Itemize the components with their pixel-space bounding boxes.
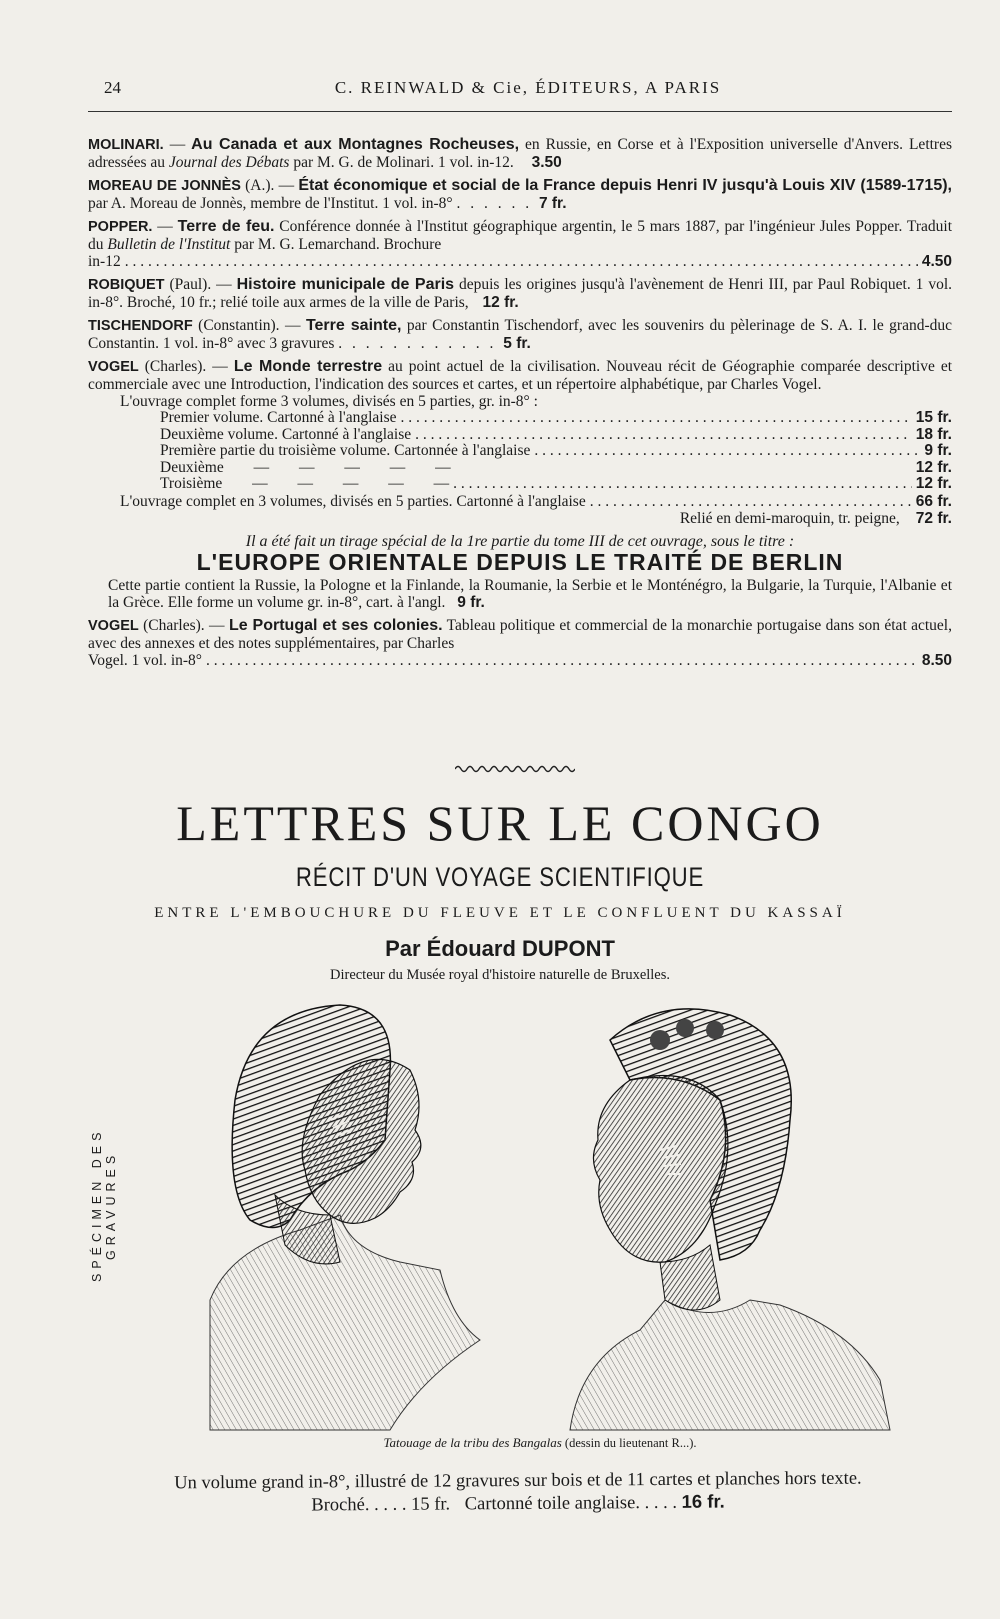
entry-robiquet — [88, 276, 952, 311]
leader-dots — [590, 493, 912, 510]
caption-credit: (dessin du lieutenant R...). — [561, 1436, 697, 1450]
entry-text: Tableau politique et commercial de la monarchie portugaise dans son état actuel, avec des annexes et des notes supplémentaires, par Charles — [88, 616, 952, 652]
entry-author-rest: (Charles). — [138, 358, 207, 375]
cartonne-label: Cartonné toile anglaise. . . . . — [464, 1492, 678, 1515]
special-edition-desc — [88, 577, 952, 611]
volumes-intro: L'ouvrage complet forme 3 volumes, divisés en 5 parties, gr. in-8° : — [120, 393, 538, 410]
volume-row — [160, 443, 952, 460]
leader-dots — [206, 652, 918, 669]
special-price: 9 fr. — [457, 593, 485, 611]
entry-text: par Constantin Tischendorf, avec les souvenirs du pèlerinage de S. A. I. le grand-duc Constantin. 1 vol. in-8° avec 3 gravures — [88, 317, 953, 352]
entry-author: MOREAU DE JONNÈS — [88, 178, 241, 194]
entry-title: Le Portugal et ses colonies. — [228, 616, 443, 634]
special-edition-note: Il a été fait un tirage spécial de la 1re partie du tome III de cet ouvrage, sous le titre : — [245, 532, 795, 550]
entry-title: Le Monde terrestre — [233, 358, 383, 375]
entry-price-line — [88, 253, 952, 270]
congo-title: LETTRES SUR LE CONGO — [176, 795, 824, 851]
volume-label: Deuxième — — — — — — [160, 458, 451, 476]
cartonne-price: 16 fr. — [681, 1490, 725, 1512]
entry-price: 4.50 — [921, 253, 952, 270]
entry-title: Terre sainte, — [305, 317, 402, 334]
entry-text: par A. Moreau de Jonnès, membre de l'Institut. 1 vol. in-8° — [88, 195, 453, 212]
entry-price: 5 fr. — [503, 335, 531, 352]
volume-row — [160, 410, 952, 427]
entry-price-line — [88, 652, 952, 669]
volume-price: 12 fr. — [915, 458, 952, 476]
entry-title: Au Canada et aux Montagnes Rocheuses, — [191, 136, 520, 153]
entry-title: Histoire municipale de Paris — [236, 276, 455, 293]
volume-label: Premier volume. Cartonné à l'anglaise — [160, 409, 397, 426]
congo-author: Par Édouard DUPONT — [385, 936, 615, 961]
congo-author-role: Directeur du Musée royal d'histoire naturelle de Bruxelles. — [329, 967, 671, 983]
volume-list — [88, 410, 952, 493]
entry-title: État économique et social de la France depuis Henri IV jusqu'à Louis XIV (1589-1715), — [298, 177, 952, 194]
leader-dots — [125, 253, 918, 270]
volume-description-text: Un volume grand in-8°, illustré de 12 gravures sur bois et de 11 cartes et planches hors texte. — [174, 1468, 862, 1494]
complete-label: L'ouvrage complet en 3 volumes, divisés en 5 parties. Cartonné à l'anglaise — [120, 492, 586, 510]
entry-text: en Russie, en Corse et à l'Exposition universelle d'Anvers. Lettres adressées au — [88, 136, 952, 171]
congo-subtitle: RÉCIT D'UN VOYAGE SCIENTIFIQUE — [295, 862, 705, 892]
volume-label: Première partie du troisième volume. Cartonnée à l'anglaise — [160, 442, 531, 459]
illustration-caption — [200, 1435, 880, 1451]
leader-dots — [453, 476, 912, 493]
entry-separator: — — [211, 276, 237, 293]
left-portrait — [210, 1005, 480, 1430]
leader-dots — [401, 410, 912, 427]
entry-text: depuis les origines jusqu'à l'avènement de Henri III, par Paul Robiquet. 1 vol. in-8°. Broché, 10 fr.; relié toile aux armes de la ville de Paris, — [88, 276, 952, 311]
entry-separator: — — [274, 177, 299, 194]
header-rule — [88, 111, 952, 112]
entry-italic: Journal des Débats — [168, 154, 290, 171]
volume-price: 15 fr. — [915, 409, 952, 426]
volume-price: 18 fr. — [915, 425, 952, 443]
entry-molinari — [88, 136, 952, 171]
entry-separator: — — [279, 317, 306, 334]
catalogue-list — [88, 136, 952, 675]
leader-dots — [534, 443, 920, 460]
entry-separator: — — [163, 136, 192, 153]
entry-last-line: in-12 — [88, 253, 121, 270]
broche-price: 15 fr. — [410, 1494, 451, 1515]
entry-moreau: MOREAU DE JONNÈS (A.). — État économique et social de la France depuis Henri IV jusqu'à Louis XIV (1589-1715), par A. Moreau de Jonnès, membre de l'Institut. 1 vol. in-8° . . . . . . 7 fr. — [88, 177, 952, 212]
complete-row — [88, 493, 952, 510]
entry-author-rest: (Constantin). — [192, 317, 280, 334]
leader-dots — [415, 427, 912, 444]
engraving-illustration — [190, 1000, 910, 1440]
entry-author: VOGEL — [88, 359, 139, 375]
bound-row — [88, 510, 952, 527]
publisher-heading: C. REINWALD & Cie, ÉDITEURS, A PARIS — [334, 78, 722, 97]
entry-price: 8.50 — [921, 651, 952, 669]
page-number: 24 — [104, 78, 121, 97]
volume-row — [160, 476, 952, 493]
entry-text: par M. G. Lemarchand. Brochure — [230, 236, 442, 253]
volume-label: Troisième — — — — — — [160, 475, 450, 492]
volume-row — [160, 460, 952, 477]
wavy-ornament — [455, 764, 575, 774]
running-head — [104, 78, 952, 104]
entry-title: Terre de feu. — [177, 218, 275, 235]
entry-price: 7 fr. — [538, 195, 567, 212]
caption-italic: Tatouage de la tribu des Bangalas — [383, 1435, 562, 1450]
entry-popper — [88, 218, 952, 270]
entry-italic: Bulletin de l'Institut — [107, 236, 231, 253]
volume-label: Deuxième volume. Cartonné à l'anglaise — [160, 425, 412, 443]
entry-author: TISCHENDORF — [88, 318, 193, 334]
congo-subtitle-2: ENTRE L'EMBOUCHURE DU FLEUVE ET LE CONFLUENT DU KASSAÏ — [154, 905, 846, 921]
entry-price: 12 fr. — [482, 294, 519, 311]
special-desc-text: Cette partie contient la Russie, la Pologne et la Finlande, la Roumanie, la Serbie et le Monténégro, la Bulgarie, la Turquie, l'Albanie et la Grèce. Elle forme un volume gr. in-8°, cart. à l'angl. — [108, 576, 952, 611]
entry-author: MOLINARI. — [88, 137, 164, 153]
entry-author-rest: (Charles). — [138, 616, 205, 634]
broche-label: Broché. . . . . — [311, 1494, 407, 1516]
entry-tischendorf: TISCHENDORF (Constantin). — Terre sainte, par Constantin Tischendorf, avec les souvenirs du pèlerinage de S. A. I. le grand-duc Constantin. 1 vol. in-8° avec 3 gravures . . . . . . . . . . . . 5 fr. — [88, 317, 953, 352]
bound-label: Relié en demi-maroquin, tr. peigne, — [679, 509, 900, 527]
bound-price: 72 fr. — [915, 509, 952, 527]
entry-separator: — — [204, 616, 229, 634]
entry-author: ROBIQUET — [88, 277, 165, 293]
entry-separator: — — [152, 218, 178, 235]
specimen-side-label: SPÉCIMEN DES GRAVURES — [90, 1127, 118, 1283]
volume-row — [160, 427, 952, 444]
complete-price: 66 fr. — [915, 492, 952, 510]
entry-text: au point actuel de la civilisation. Nouveau récit de Géographie comparée descriptive et commerciale avec une Introduction, l'indication des sources et cartes, et un répertoire alphabétique, par Charles Vogel. — [88, 358, 953, 393]
entry-author: POPPER. — [88, 219, 153, 235]
entry-separator: — — [206, 358, 234, 375]
entry-text: Conférence donnée à l'Institut géographique argentin, le 5 mars 1887, par l'ingénieur Jules Popper. Traduit du — [88, 218, 952, 253]
entry-author-rest: (A.). — [240, 177, 275, 194]
entry-vogel-monde — [88, 358, 952, 611]
entry-text: par M. G. de Molinari. 1 vol. in-12. — [289, 154, 514, 171]
entry-last-line: Vogel. 1 vol. in-8° — [88, 651, 202, 669]
entry-author-rest: (Paul). — [164, 276, 212, 293]
special-edition-title: L'EUROPE ORIENTALE DEPUIS LE TRAITÉ DE BERLIN — [196, 548, 844, 575]
volume-price: 9 fr. — [924, 442, 952, 459]
entry-vogel-portugal — [88, 617, 952, 669]
right-portrait — [570, 1009, 890, 1430]
congo-volume-description — [108, 1467, 928, 1518]
entry-author: VOGEL — [88, 617, 139, 634]
entry-price: 3.50 — [531, 154, 562, 171]
volume-price: 12 fr. — [915, 475, 952, 492]
